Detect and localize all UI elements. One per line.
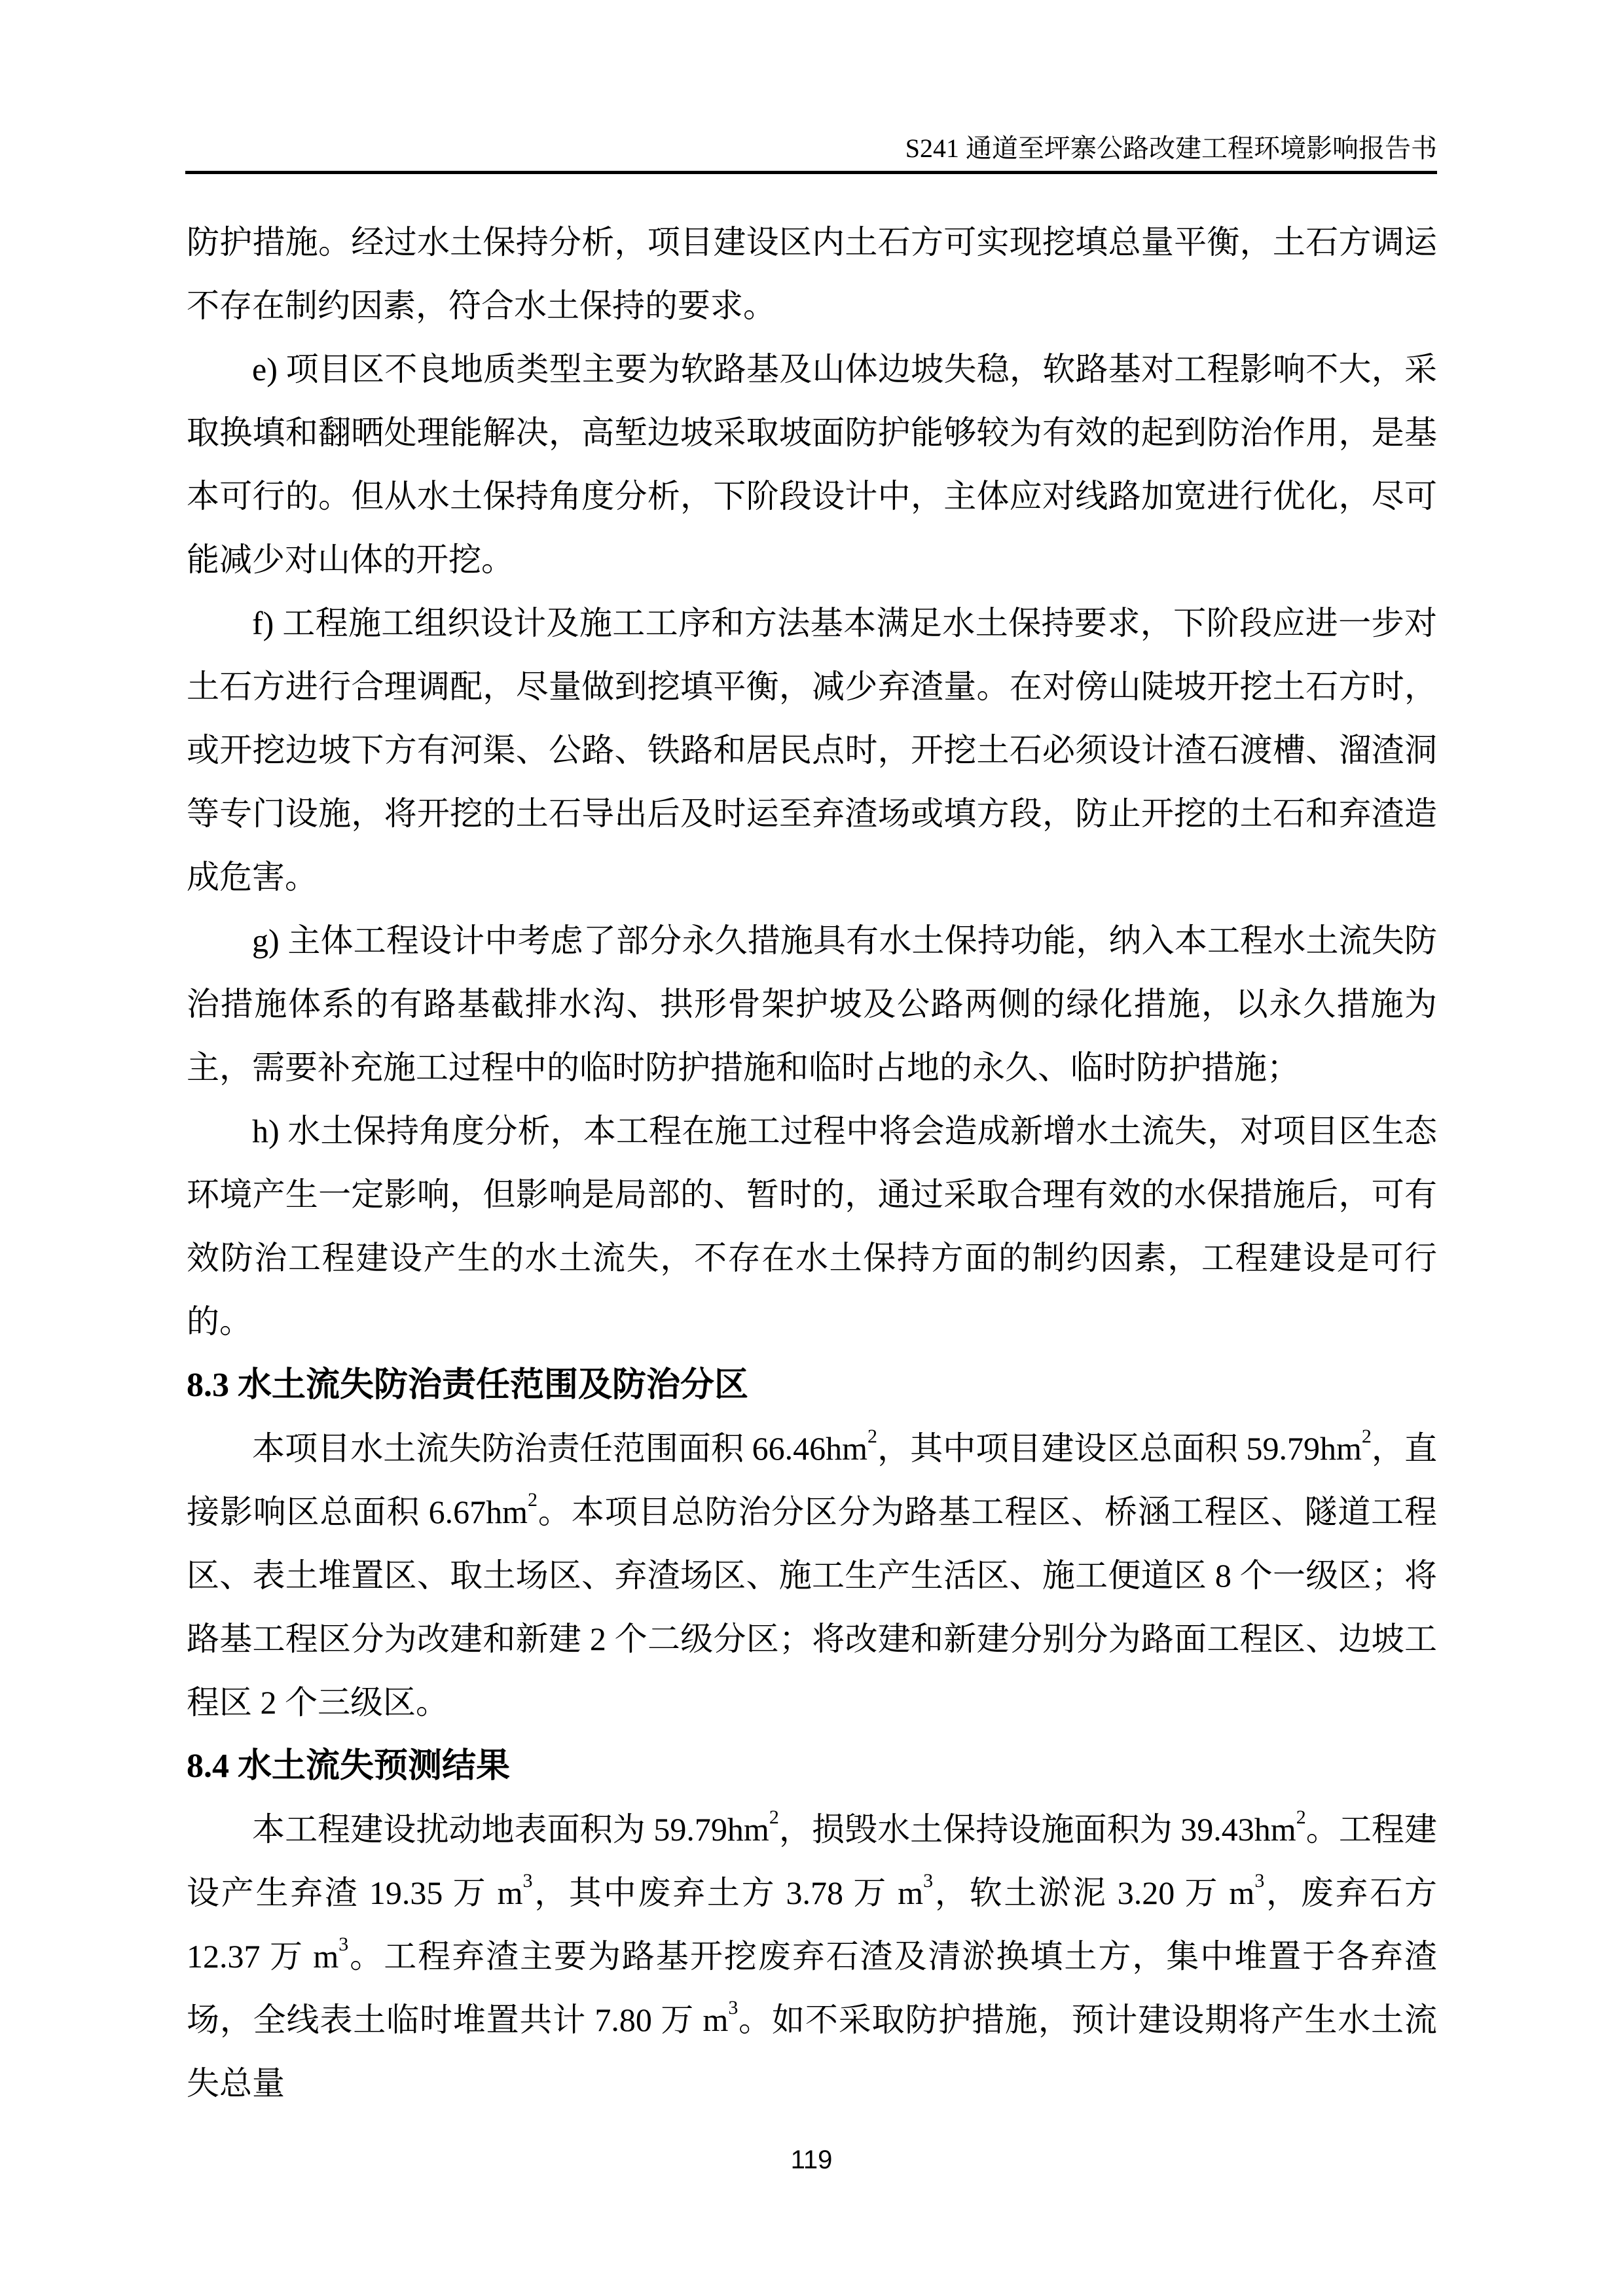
header-rule	[185, 171, 1437, 174]
superscript: 2	[528, 1489, 538, 1511]
paragraph: 本工程建设扰动地表面积为 $59.79hm^2$，损毁水土保持设施面积为 $39.43hm^2$。工程建设产生弃渣 19.35 万 $m^3$，其中废弃土方 3.78 万 $m^3$，软土淤泥 3.20 万 $m^3$，废弃石方 12.37 万 $m^3$。工程弃渣主要为路基开挖废弃石渣及清淤换填土方，集中堆置于各弃渣场，全线表土临时堆置共计 7.80 万 $m^3$。如不采取防护措施，预计建设期将产生水土流失总量	[187, 1806, 1437, 2102]
paragraph: 本项目水土流失防治责任范围面积 $66.46hm^2$，其中项目建设区总面积 $59.79hm^2$，直接影响区总面积 $6.67hm^2$。本项目总防治分区分为路基工程区、桥涵工程区、隧道工程区、表土堆置区、取土场区、弃渣场区、施工生产生活区、施工便道区 8 个一级区；将路基工程区分为改建和新建 2 个二级分区；将改建和新建分别分为路面工程区、边坡工程区 2 个三级区。	[187, 1426, 1437, 1721]
paragraph: e) 项目区不良地质类型主要为软路基及山体边坡失稳，软路基对工程影响不大，采取换填和翻晒处理能解决，高堑边坡采取坡面防护能够较为有效的起到防治作用，是基本可行的。但从水土保持角度分析，下阶段设计中，主体应对线路加宽进行优化，尽可能减少对山体的开挖。	[187, 351, 1437, 578]
header-title: S241 通道至坪寨公路改建工程环境影响报告书	[905, 134, 1437, 163]
superscript: 2	[769, 1806, 779, 1828]
superscript: 3	[522, 1870, 533, 1892]
superscript: 3	[923, 1870, 934, 1892]
section-heading: 8.4 水土流失预测结果	[187, 1748, 511, 1785]
section-heading: 8.3 水土流失防治责任范围及防治分区	[187, 1367, 749, 1404]
page-footer	[0, 2144, 1623, 2176]
superscript: 3	[1254, 1870, 1265, 1892]
paragraph: 防护措施。经过水土保持分析，项目建设区内土石方可实现挖填总量平衡，土石方调运不存在制约因素，符合水土保持的要求。	[187, 224, 1437, 324]
superscript: 3	[728, 1997, 739, 2018]
page-number: 119	[790, 2145, 833, 2174]
paragraph: g) 主体工程设计中考虑了部分永久措施具有水土保持功能，纳入本工程水土流失防治措施体系的有路基截排水沟、拱形骨架护坡及公路两侧的绿化措施，以永久措施为主，需要补充施工过程中的临时防护措施和临时占地的永久、临时防护措施；	[187, 922, 1437, 1086]
superscript: 2	[1361, 1426, 1372, 1447]
page-header	[187, 130, 1437, 168]
superscript: 2	[1296, 1806, 1306, 1828]
superscript: 3	[338, 1933, 349, 1955]
superscript: 2	[867, 1426, 878, 1447]
paragraph: f) 工程施工组织设计及施工工序和方法基本满足水土保持要求，下阶段应进一步对土石方进行合理调配，尽量做到挖填平衡，减少弃渣量。在对傍山陡坡开挖土石方时，或开挖边坡下方有河渠、公路、铁路和居民点时，开挖土石必须设计渣石渡槽、溜渣洞等专门设施，将开挖的土石导出后及时运至弃渣场或填方段，防止开挖的土石和弃渣造成危害。	[187, 605, 1437, 895]
document-content	[187, 211, 1437, 2115]
paragraph: h) 水土保持角度分析，本工程在施工过程中将会造成新增水土流失，对项目区生态环境产生一定影响，但影响是局部的、暂时的，通过采取合理有效的水保措施后，可有效防治工程建设产生的水土流失，不存在水土保持方面的制约因素，工程建设是可行的。	[187, 1113, 1437, 1340]
